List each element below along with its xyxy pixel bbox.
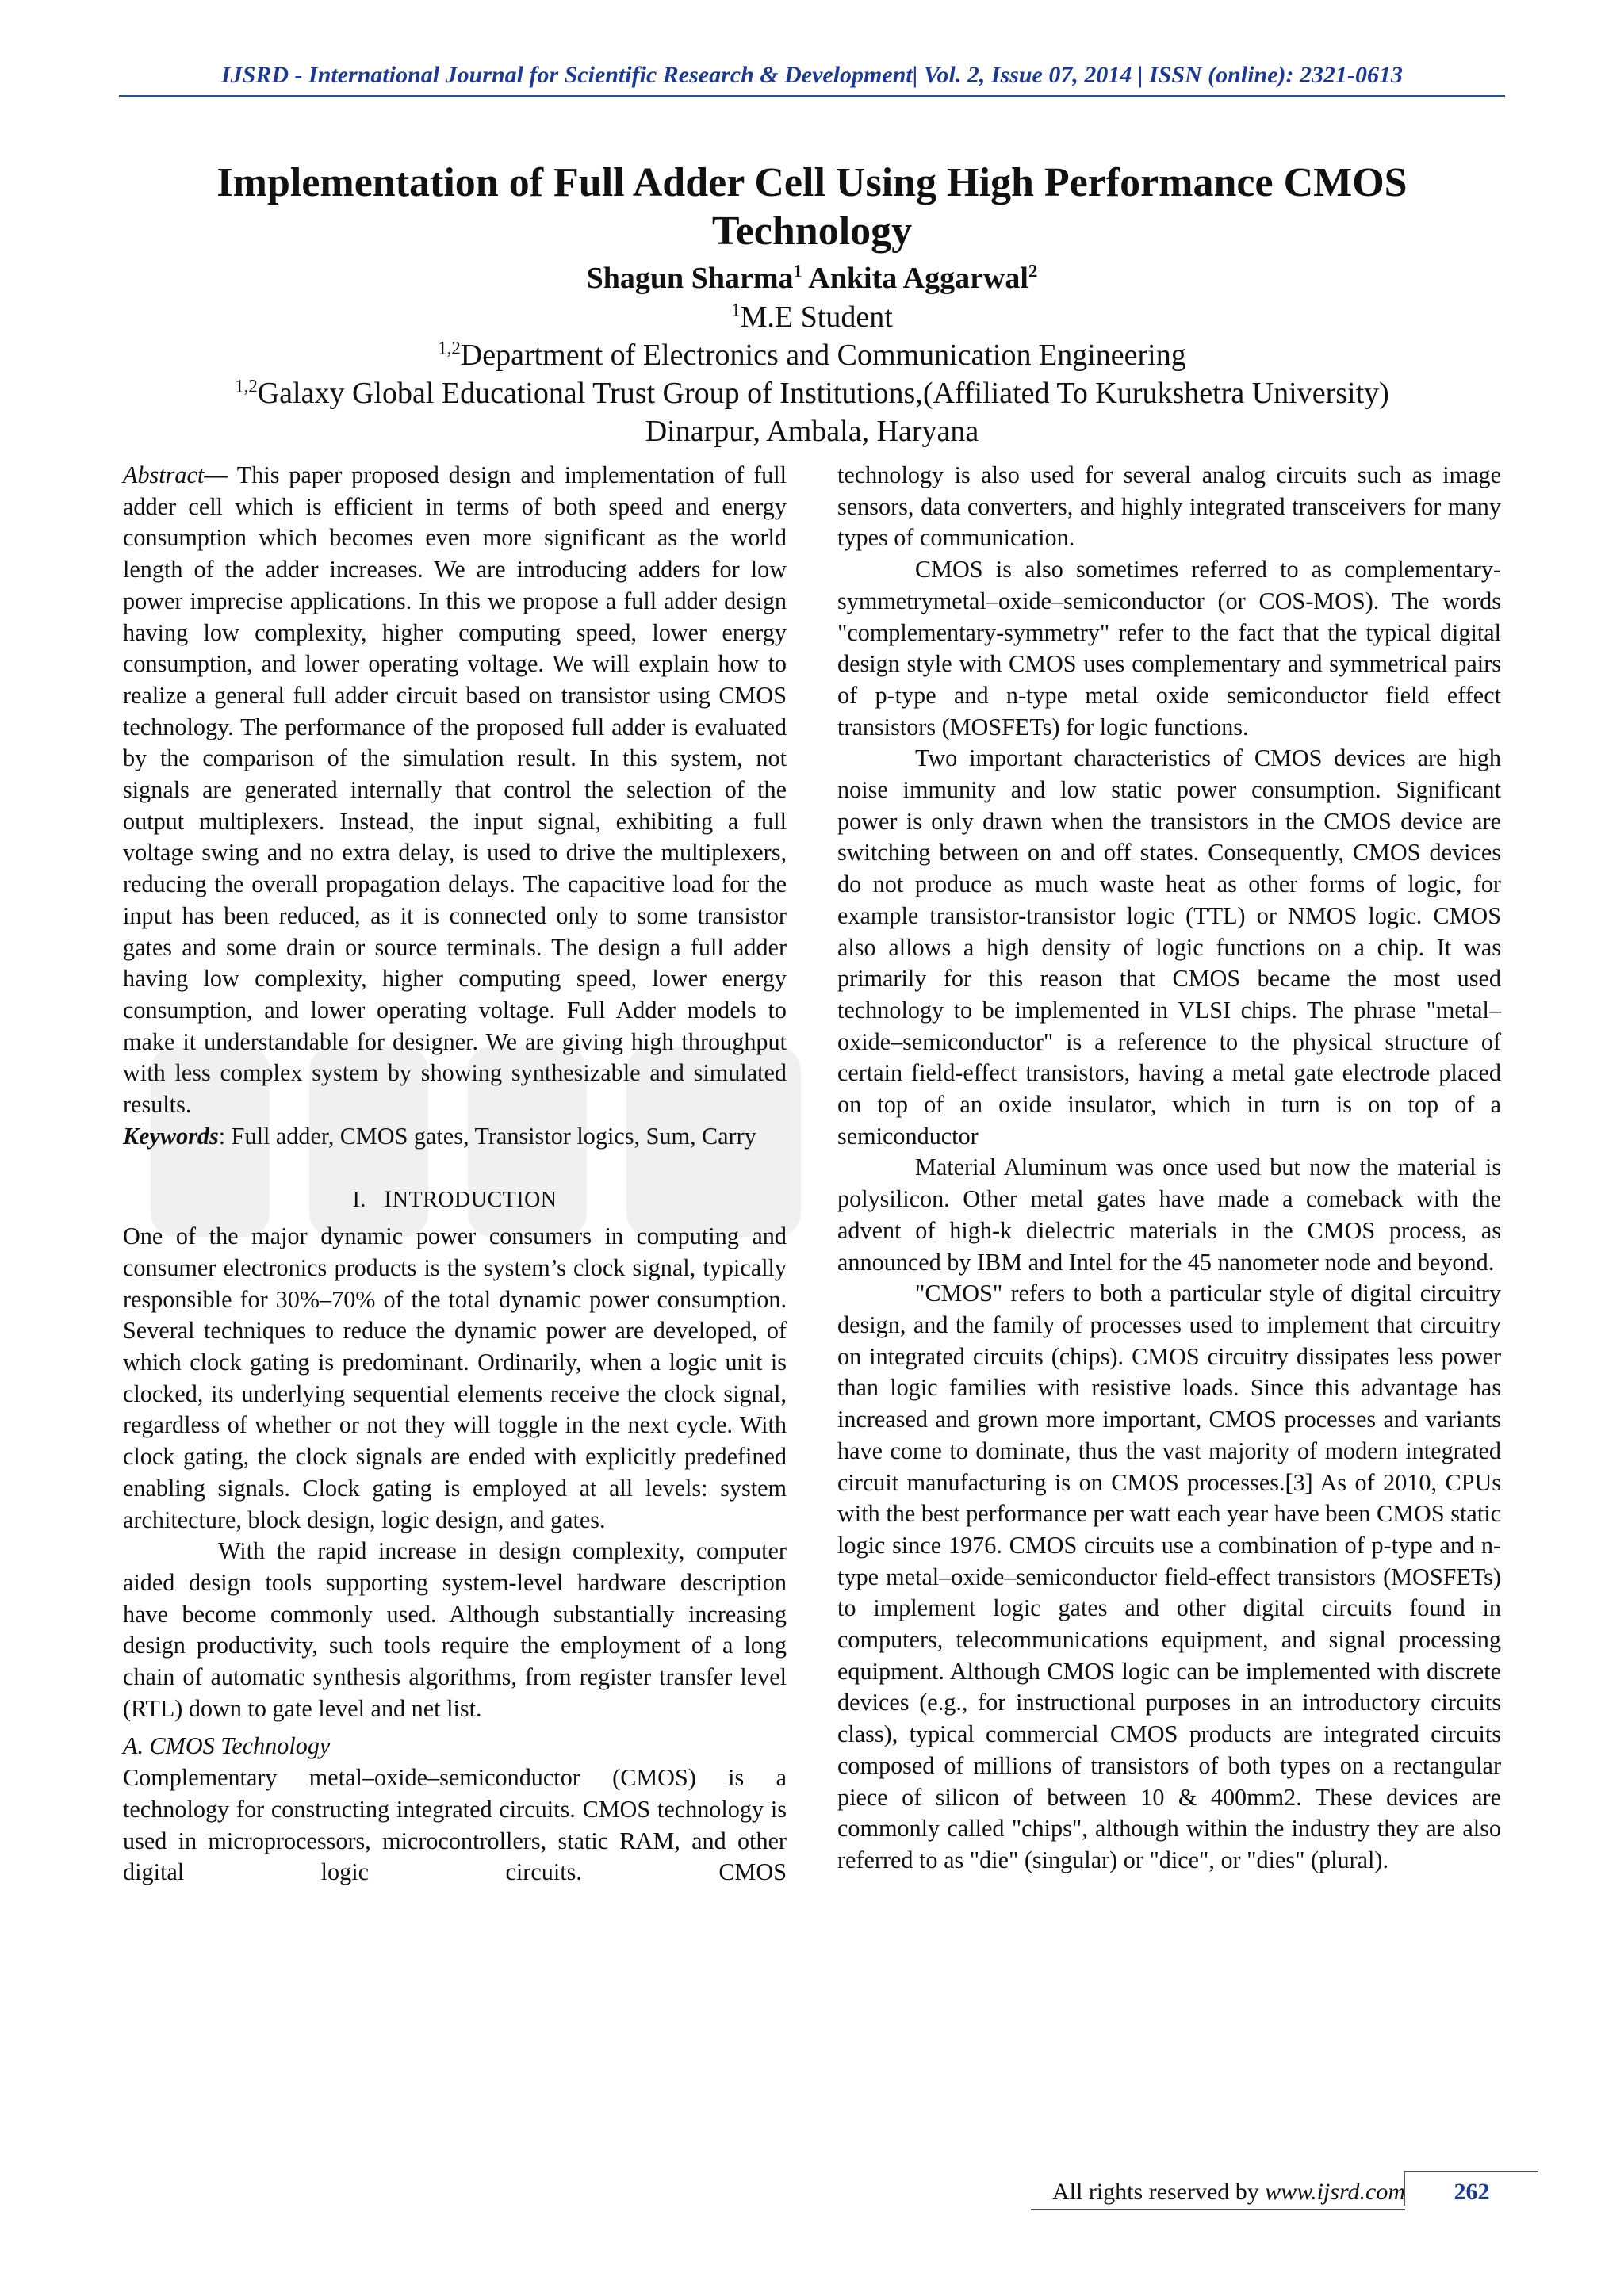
- intro-paragraph-1: One of the major dynamic power consumers in computing and consumer electronics products is the system’s clock signal, typically responsible for 30%–70% of the total dynamic power consumption. Several techniques to reduce the dynamic power are developed, of which clock gating is predominant. Ordinarily, when a logic unit is clocked, its underlying sequential elements receive the clock signal, regardless of whether or not they will toggle in the next cycle. With clock gating, the clock signals are ended with explicitly predefined enabling signals. Clock gating is employed at all levels: system architecture, block design, logic design, and gates.: [123, 1223, 787, 1533]
- section-title-first: I: [384, 1186, 393, 1213]
- right-column: [837, 460, 1501, 1877]
- abstract-text: — This paper proposed design and implementation of full adder cell which is efficient in terms of both speed and energy consumption which becomes even more significant as the world length of the adder increases. We are introducing adders for low power imprecise applications. In this we propose a full adder design having low complexity, higher computing speed, lower energy consumption, and lower operating voltage. We will explain how to realize a general full adder circuit based on transistor using CMOS technology. The performance of the proposed full adder is evaluated by the comparison of the simulation result. In this system, not signals are generated internally that control the selection of the output multiplexers. Instead, the input signal, exhibiting a full voltage swing and no extra delay, is used to drive the multiplexers, reducing the overall propagation delays. The capacitive load for the input has been reduced, as it is connected only to some transistor gates and some drain or source terminals. The design a full adder having low complexity, higher computing speed, lower energy consumption, and lower operating voltage. Full Adder models to make it understandable for designer. We are giving high throughput with less complex system by showing synthesizable and simulated results.: [123, 461, 787, 1119]
- keywords: [123, 1121, 787, 1153]
- author-1-sup: 1: [793, 261, 802, 281]
- cmos-paragraph-1: Complementary metal–oxide–semiconductor (CMOS) is a technology for constructing integrated circuits. CMOS technology is used in microprocessors, microcontrollers, static RAM, and other digital logic circuits. CMOS: [123, 1764, 787, 1886]
- journal-header: IJSRD - International Journal for Scientific Research & Development| Vol. 2, Issue 07, 2014 | ISSN (online): 2321-0613: [221, 62, 1403, 88]
- cmos-paragraph-4: Material Aluminum was once used but now the material is polysilicon. Other metal gates have made a comeback with the advent of high-k dielectric materials in the CMOS process, as announced by IBM and Intel for the 45 nanometer node and beyond.: [837, 1154, 1501, 1276]
- title-block: [119, 159, 1505, 450]
- affiliation-3-text: Galaxy Global Educational Trust Group of Institutions,(Affiliated To Kurukshetra University): [257, 377, 1389, 410]
- header-rule: [119, 95, 1505, 97]
- left-column: [123, 460, 787, 1888]
- abstract: [123, 460, 787, 1121]
- cmos-paragraph-1-continued: technology is also used for several analog circuits such as image sensors, data converters, and highly integrated transceivers for many types of communication.: [837, 461, 1501, 552]
- keywords-text: : Full adder, CMOS gates, Transistor logics, Sum, Carry: [218, 1122, 756, 1150]
- keywords-label: Keywords: [123, 1122, 219, 1150]
- affiliation-2-text: Department of Electronics and Communication Engineering: [460, 339, 1186, 372]
- title-line-2: Technology: [711, 209, 913, 254]
- author-2: Ankita Aggarwal: [808, 262, 1028, 295]
- cmos-paragraph-3: Two important characteristics of CMOS devices are high noise immunity and low static power consumption. Significant power is only drawn when the transistors in the CMOS device are switching between on and off states. Consequently, CMOS devices do not produce as much waste heat as other forms of logic, for example transistor-transistor logic (TTL) or NMOS logic. CMOS also allows a high density of logic functions on a chip. It was primarily for this reason that CMOS became the most used technology to be implemented in VLSI chips. The phrase "metal–oxide–semiconductor" is a reference to the physical structure of certain field-effect transistors, having a metal gate electrode placed on top of an oxide insulator, which in turn is on top of a semiconductor: [837, 744, 1501, 1150]
- cmos-paragraph-5: "CMOS" refers to both a particular style of digital circuitry design, and the family of processes used to implement that circuitry on integrated circuits (chips). CMOS circuitry dissipates less power than logic families with resistive loads. Since this advantage has increased and grown more important, CMOS processes and variants have come to dominate, thus the vast majority of modern integrated circuit manufacturing is on CMOS processes.[3] As of 2010, CPUs with the best performance per watt each year have been CMOS static logic since 1976. CMOS circuits use a combination of p-type and n-type metal–oxide–semiconductor field-effect transistors (MOSFETs) to implement logic gates and other digital circuits found in computers, telecommunications equipment, and signal processing equipment. Although CMOS logic can be implemented with discrete devices (e.g., for instructional purposes in an introductory circuits class), typical commercial CMOS products are integrated circuits composed of millions of transistors of both types on a rectangular piece of silicon of between 10 & 400mm2. These devices are commonly called "chips", although within the industry they are also referred to as "die" (singular) or "dice", or "dies" (plural).: [837, 1280, 1501, 1873]
- cmos-paragraph-2: CMOS is also sometimes referred to as complementary-symmetrymetal–oxide–semiconductor (or COS-MOS). The words "complementary-symmetry" refer to the fact that the typical digital design style with CMOS uses complementary and symmetrical pairs of p-type and n-type metal oxide semiconductor field effect transistors (MOSFETs) for logic functions.: [837, 556, 1501, 740]
- author-list: [119, 258, 1505, 298]
- paper-title: [119, 159, 1505, 255]
- page-number: 262: [1404, 2171, 1538, 2206]
- footer-site-link[interactable]: www.ijsrd.com: [1265, 2179, 1405, 2205]
- affiliation-3-sup: 1,2: [235, 376, 258, 396]
- footer-rights-text: All rights reserved by: [1052, 2179, 1266, 2205]
- affiliation-2: [119, 336, 1505, 374]
- affiliation-2-sup: 1,2: [438, 338, 461, 358]
- author-1: Shagun Sharma: [586, 262, 794, 295]
- subsection-heading-cmos: A. CMOS Technology: [123, 1732, 331, 1760]
- section-number: I.: [352, 1188, 366, 1213]
- affiliation-4: Dinarpur, Ambala, Haryana: [645, 415, 979, 448]
- affiliation-1-sup: 1: [731, 300, 741, 320]
- intro-paragraph-2: With the rapid increase in design complexity, computer aided design tools supporting system-level hardware description have become commonly used. Although substantially increasing design productivity, such tools require the employment of a long chain of automatic synthesis algorithms, from register transfer level (RTL) down to gate level and net list.: [123, 1537, 787, 1722]
- page-footer: [1031, 2171, 1538, 2218]
- affiliation-1-text: M.E Student: [740, 300, 893, 334]
- affiliation-3: [119, 374, 1505, 412]
- footer-rights: [1052, 2179, 1405, 2206]
- affiliation-1: [119, 298, 1505, 336]
- section-title-rest: NTRODUCTION: [392, 1188, 557, 1213]
- section-heading-introduction: [123, 1184, 787, 1216]
- abstract-label: Abstract: [123, 461, 205, 488]
- footer-rule: [1031, 2209, 1405, 2210]
- title-line-1: Implementation of Full Adder Cell Using High Performance CMOS: [216, 160, 1408, 205]
- author-2-sup: 2: [1028, 261, 1038, 281]
